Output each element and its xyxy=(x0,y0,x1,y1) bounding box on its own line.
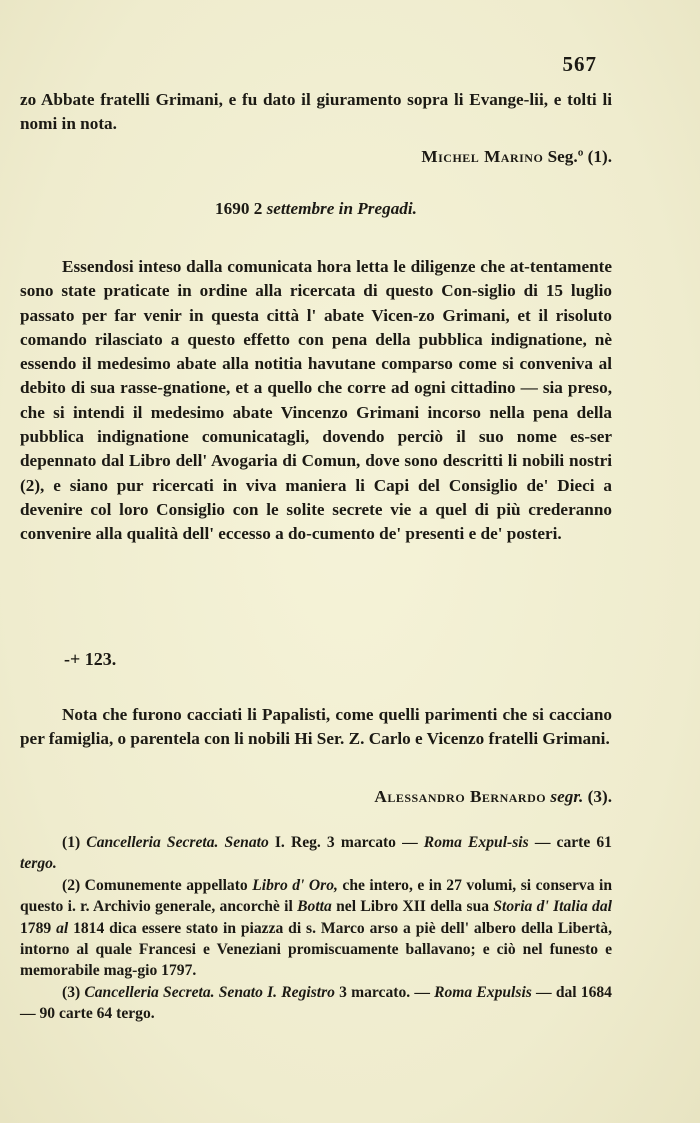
signature-ref: (3). xyxy=(587,787,612,806)
signature-marino xyxy=(421,145,612,169)
footnote-3 xyxy=(20,982,612,1025)
paragraph-continuation: zo Abbate fratelli Grimani, e fu dato il giuramento sopra li Evange-lii, e tolti li nomi in nota. xyxy=(20,90,612,134)
signature-name: Michel Marino xyxy=(421,147,544,166)
footnote-citation: al xyxy=(56,919,69,937)
footnote-text: 1789 xyxy=(20,919,57,937)
paragraph-decree: Essendosi inteso dalla comunicata hora letta le diligenze che at-tentamente sono state praticate in ordine alla ricercata di questo Con-siglio di 15 luglio passato per far venir in questa città l' abate Vicen-zo Grimani, et il risoluto comando rilasciato a questo effetto con pena della pubblica indignatione, nè essendo il medesimo abate alla notitia havutane comparso come si conveniva al debito di sua rasse-gnatione, et a quello che corre ad ogni cittadino — sia preso, che si intendi il medesimo abate Vincenzo Grimani incorso nella pena della pubblica indignatione comunicatagli, dovendo perciò il suo nome es-ser depennato dal Libro dell' Avogaria di Comun, dove sono descritti li nobili nostri (2), e siano pur ricercati in viva maniera li Capi del Consiglio de' Dieci a devenire col loro Consiglio con le solite secrete vie a quel di più crederanno convenire alla qualità dell' eccesso a do-cumento de' presenti e de' posteri. xyxy=(20,257,612,544)
footnote-citation: Roma Expulsis xyxy=(434,983,532,1001)
footnote-text: che intero, e in 27 volumi, si conserva in questo i. r. Archivio generale, ancorchè il xyxy=(20,876,613,916)
footnote-citation: Libro d' Oro, xyxy=(252,876,338,894)
footnote-citation: Cancelleria Secreta. Senato xyxy=(86,834,269,851)
heading-place: settembre in Pregadi. xyxy=(266,199,417,218)
signature-name: Alessandro Bernardo xyxy=(374,787,547,806)
signature-title: segr. xyxy=(550,787,584,806)
footnote-text: — carte 61 xyxy=(528,834,612,851)
paragraph-note: Nota che furono cacciati li Papalisti, come quelli parimenti che si cacciano per famiglia, o parentela con li nobili Hi Ser. Z. Carlo e Vicenzo fratelli Grimani. xyxy=(20,705,612,749)
footnote-text: (2) Comunemente appellato xyxy=(62,876,253,894)
vote-count: -+ 123. xyxy=(64,649,117,669)
footnote-citation: Cancelleria Secreta. Senato I. Registro xyxy=(84,983,335,1001)
signature-title: Seg.º (1). xyxy=(547,147,612,166)
section-heading xyxy=(20,197,612,221)
footnote-citation: tergo. xyxy=(20,855,57,873)
footnote-text: (3) xyxy=(62,983,85,1001)
signature-bernardo xyxy=(374,785,612,809)
footnote-text: — dal 1684 — 90 carte 64 tergo. xyxy=(20,983,612,1023)
footnote-text: 3 marcato. — xyxy=(334,983,435,1001)
footnotes xyxy=(20,832,612,1025)
footnote-citation: Storia d' Italia dal xyxy=(493,898,612,916)
footnote-citation: Botta xyxy=(297,898,332,916)
footnote-text: (1) xyxy=(62,834,87,851)
footnote-text: nel Libro XII della sua xyxy=(331,898,494,916)
footnote-2 xyxy=(20,875,612,982)
footnote-text: I. Reg. 3 marcato — xyxy=(268,834,424,851)
page-number: 567 xyxy=(562,52,597,76)
footnote-1 xyxy=(20,832,612,875)
footnote-citation: Roma Expul-sis xyxy=(423,834,529,851)
heading-date: 1690 2 xyxy=(215,199,263,218)
footnote-text: 1814 dica essere stato in piazza di s. Marco arso a piè dell' albero della Libertà, intorno al quale Francesi e Veneziani promiscuamente ballavano; e ciò nel funesto e memorabile mag-gio 1797. xyxy=(20,919,612,980)
